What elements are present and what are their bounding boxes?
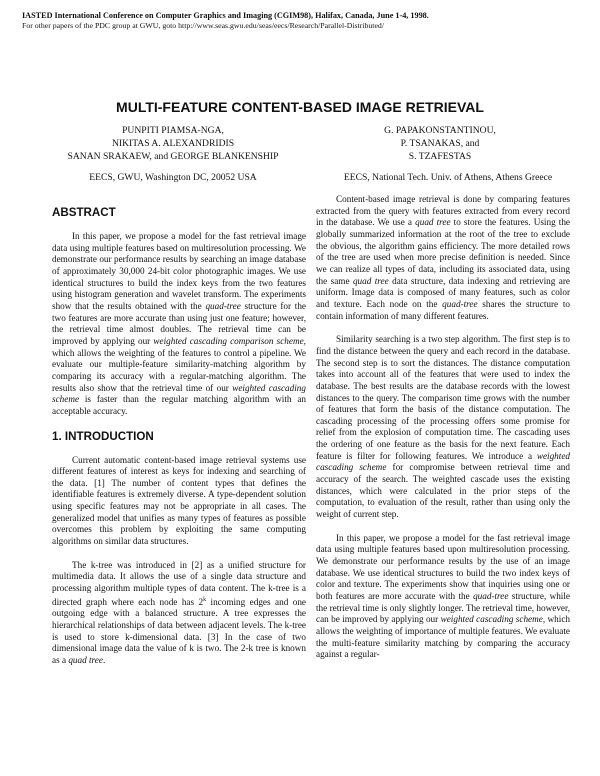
page-header xyxy=(22,11,582,31)
authors-left xyxy=(58,124,288,163)
author-line: S. TZAFESTAS xyxy=(408,151,472,162)
body-paragraph: Content-based image retrieval is done by comparing features extracted from the query with features extracted from every record in the database. We use a quad tree to store the features. Using the globally summarized information at the root of the tree to exclude the obvious, the algorithm gains efficiency. The more detailed rows of the tree are used when more precise definition is needed. Since we can realize all types of data, including its associated data, using the same quad tree data structure, data indexing and retrieving are uniform. Image data is composed of many features, such as color and texture. Each node on the quad-tree shares the structure to contain information of many different features. xyxy=(316,194,570,321)
right-column xyxy=(316,194,570,661)
author-line: SANAN SRAKAEW, and GEORGE BLANKENSHIP xyxy=(67,151,279,162)
author-line: PUNPITI PIAMSA-NGA, xyxy=(122,125,224,136)
left-column xyxy=(52,206,306,667)
abstract-paragraph: In this paper, we propose a model for the fast retrieval image data using multiple features based on multiresolution processing. We demonstrate our performance results by searching an image database of approximately 30,000 24-bit color photographic images. We use identical structures to build the index keys from the two features using histogram generation and wavelet transform. The experiments show that the results obtained with the quad-tree structure for the two features are more accurate than using just one feature; however, the retrieval time almost doubles. The retrieval time can be improved by applying our weighted cascading comparison scheme, which allows the weighting of the features to control a pipeline. We evaluate our multiple-feature similarity-matching algorithm by comparing its accuracy with a regular-matching algorithm. The results also show that the retrieval time of our weighted cascading scheme is faster than the regular matching algorithm with an acceptable accuracy. xyxy=(52,231,306,416)
intro-paragraph: The k-tree was introduced in [2] as a unified structure for multimedia data. It allows the use of a single data structure and processing algorithm multiple types of data content. The k-tree is a directed graph where each node has 2$^k$ incoming edges and one outgoing edge with a balanced structure. A tree expresses the hierarchical relationships of data between adjacent levels. The k-tree is used to store k-dimensional data. [3] In the case of two dimensional image data the value of k is two. The 2-k tree is known as a quad tree. xyxy=(52,559,306,666)
author-line: NIKITAS A. ALEXANDRIDIS xyxy=(111,138,235,149)
affiliation-left: EECS, GWU, Washington DC, 20052 USA xyxy=(89,172,257,183)
authors-right xyxy=(340,124,540,163)
affiliation-right: EECS, National Tech. Univ. of Athens, Athens Greece xyxy=(343,172,553,183)
introduction-heading: 1. INTRODUCTION xyxy=(52,429,154,443)
body-paragraph: Similarity searching is a two step algorithm. The first step is to find the distance between the query and each record in the database. The second step is to sort the distances. The distance computation takes into account all of the features that were used to index the database. The best results are the database records with the lowest distances to the query. The comparison time grows with the number of features that form the basis of the distance computation. The cascading processing of the processing offers some promise for relief from the explosion of computation time. The cascading uses the ordering of one feature as the basis for the next feature. Each feature is filter for following features. We introduce a weighted cascading scheme for compromise between retrieval time and accuracy of the search. The weighted cascade uses the existing distances, which were calculated in the prior steps of the computation, to evaluation of the result, rather than using only the weight of current step. xyxy=(316,334,570,520)
paper-title: MULTI-FEATURE CONTENT-BASED IMAGE RETRIEVAL xyxy=(116,99,484,115)
intro-paragraph: Current automatic content-based image retrieval systems use different features of interest as keys for indexing and searching of the data. [1] The number of content types that defines the identifiable features is extremely diverse. A type-dependent solution using specific features may not be appropriate in all cases. The generalized model that unifies as many types of features as possible overcomes this problem by exploiting the same computing algorithms on similar data structures. xyxy=(52,454,306,547)
author-line: P. TSANAKAS, and xyxy=(400,138,480,149)
author-line: G. PAPAKONSTANTINOU, xyxy=(384,125,496,136)
abstract-heading: ABSTRACT xyxy=(52,206,116,219)
conference-line: IASTED International Conference on Computer Graphics and Imaging (CGIM98), Halifax, Canada, June 1-4, 1998. xyxy=(22,11,429,20)
other-papers-link[interactable]: For other papers of the PDC group at GWU, goto http://www.seas.gwu.edu/seas/eecs/Research/Parallel-Distributed/ xyxy=(22,21,384,30)
body-paragraph: In this paper, we propose a model for the fast retrieval image data using multiple features based upon multiresolution processing. We demonstrate our performance results by the use of an image database. We use identical structures to build the two index keys of color and texture. The experiments show that inquiries using one or both features are more accurate with the quad-tree structure, while the retrieval time is only slightly longer. The retrieval time, however, can be improved by applying our weighted cascading scheme, which allows the weighting of importance of multiple features. We evaluate the multi-feature similarity matching by comparing the accuracy against a regular- xyxy=(316,532,571,660)
